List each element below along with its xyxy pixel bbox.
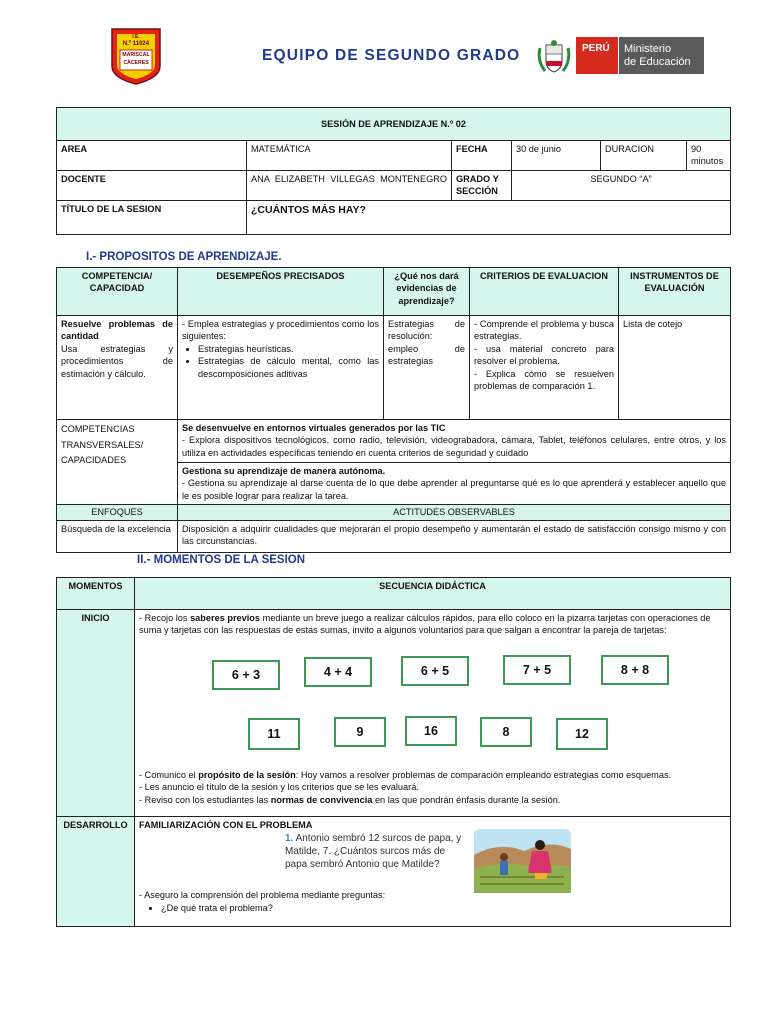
col-desempenos: DESEMPEÑOS PRECISADOS — [178, 268, 384, 316]
school-logo — [108, 26, 164, 86]
criterios-cell — [470, 316, 619, 420]
logo-top-text: I.E. — [132, 34, 140, 40]
problem-number: 1. — [285, 833, 294, 844]
peru-label: PERÚ — [582, 43, 610, 54]
tic-text: - Explora dispositivos tecnológicos, como radio, televisión, videograbadora, cámara, Tablet, teléfonos celulares, entre otros, y los utiliza en actividades específicas teniendo en cuenta criterios de seguridad y cuidado — [182, 435, 726, 458]
criterio-item: - Explica cómo se resuelven problemas de comparación 1. — [474, 368, 614, 392]
actitud-value: Disposición a adquirir cualidades que mejorarán el propio desempeño y aumentarán el estado de satisfacción consigo mismo y con las circunstancias. — [178, 520, 731, 552]
col-evidencias: ¿Qué nos dará evidencias de aprendizaje? — [384, 268, 470, 316]
grado-value: SEGUNDO “A” — [512, 170, 731, 200]
page-title: EQUIPO DE SEGUNDO GRADO — [262, 47, 521, 64]
answer-card[interactable]: 8 — [480, 717, 532, 747]
fecha-value: 30 de junio — [512, 141, 601, 171]
logo-number: N.º 11024 — [122, 41, 150, 47]
col-competencia: COMPETENCIA/ CAPACIDAD — [57, 268, 178, 316]
tic-title: Se desenvuelve en entornos virtuales generados por las TIC — [182, 423, 446, 433]
peru-badge — [576, 37, 618, 74]
desempeno-intro: - Emplea estrategias y procedimientos como los siguientes: — [182, 319, 379, 342]
fecha-label: FECHA — [452, 141, 512, 171]
instrumento-cell: Lista de cotejo — [619, 316, 731, 420]
desempeno-item: • Estrategias heurísticas. — [198, 343, 379, 355]
duracion-value: 90 minutos — [687, 141, 731, 171]
propositos-table — [56, 267, 731, 553]
sum-card[interactable]: 8 + 8 — [601, 655, 669, 685]
autonomo-text: - Gestiona su aprendizaje al darse cuenta de lo que debe aprender al preguntarse qué es lo que aprenderá y establecer aquello que le es posible lograr para realizar la tarea. — [182, 478, 726, 501]
sum-card[interactable]: 7 + 5 — [503, 655, 571, 685]
docente-value: ANA ELIZABETH VILLEGAS MONTENEGRO — [247, 170, 452, 200]
titulo-value: ¿CUÁNTOS MÁS HAY? — [247, 200, 731, 234]
col-instrumentos: INSTRUMENTOS DE EVALUACIÓN — [619, 268, 731, 316]
normas-paragraph: - Reviso con los estudiantes las normas de convivencia en las que pondrán énfasis durante la sesión. — [139, 794, 561, 805]
fam-title: FAMILIARIZACIÓN CON EL PROBLEMA — [139, 820, 313, 830]
desempeno-item: • Estrategias de cálculo mental, como las descomposiciones aditivas — [198, 355, 379, 380]
duracion-label: DURACION — [601, 141, 687, 171]
col-secuencia: SECUENCIA DIDÁCTICA — [135, 578, 731, 610]
desarrollo-label: DESARROLLO — [57, 817, 135, 927]
area-label: AREA — [57, 141, 247, 171]
anuncio-paragraph: - Les anuncio el título de la sesión y los criterios que se les evaluará. — [139, 782, 419, 793]
criterio-item: - usa material concreto para resolver el problema. — [474, 343, 614, 367]
autonomo-cell — [178, 463, 731, 505]
momentos-table — [56, 577, 731, 927]
comprension-paragraph: - Aseguro la comprensión del problema mediante preguntas: — [139, 890, 386, 901]
evidencia-cell: Estrategias de resolución: empleo de estrategias — [384, 316, 470, 420]
competencia-cell — [57, 316, 178, 420]
farm-illustration — [474, 829, 571, 893]
logo-name: MARISCAL CÁCERES — [122, 52, 150, 66]
proposito-paragraph: - Comunico el propósito de la sesión: Hoy vamos a resolver problemas de comparación empleando estrategias como esquemas. — [139, 769, 672, 780]
ministry-badge — [619, 37, 704, 74]
inicio-cell — [135, 610, 731, 817]
titulo-label: TÍTULO DE LA SESION — [57, 200, 247, 234]
enfoque-value: Búsqueda de la excelencia — [57, 520, 178, 552]
ministry-line1: Ministerio — [624, 43, 672, 55]
answer-card[interactable]: 9 — [334, 717, 386, 747]
grado-label: GRADO Y SECCIÓN — [452, 170, 512, 200]
competencia-title: Resuelve problemas de cantidad — [61, 319, 173, 342]
problem-text: Antonio sembró 12 surcos de papa, y Matilde, 7. ¿Cuántos surcos más de papa sembró Antonio que Matilde? — [285, 833, 462, 870]
momentos-heading: II.- MOMENTOS DE LA SESION — [137, 554, 306, 566]
inicio-label: INICIO — [57, 610, 135, 817]
sum-card[interactable]: 4 + 4 — [304, 657, 372, 687]
inicio-paragraph: - Recojo los saberes previos mediante un breve juego a realizar cálculos rápidos, para ello coloco en la pizarra tarjetas con operaciones de suma y tarjetas con las respuestas de estas sumas, invito a algunos voluntarios para que salgan a encontrar la pareja de tarjetas: — [139, 613, 711, 636]
peru-coat-of-arms-icon — [537, 39, 571, 75]
col-momentos: MOMENTOS — [57, 578, 135, 610]
enfoques-label: ENFOQUES — [57, 505, 178, 520]
competencia-text: Usa estrategias y procedimientos de estimación y cálculo. — [61, 343, 173, 379]
desempenos-cell — [178, 316, 384, 420]
actitudes-label: ACTITUDES OBSERVABLES — [178, 505, 731, 520]
ministry-line2: de Educación — [624, 55, 691, 68]
tic-cell — [178, 420, 731, 463]
sum-card[interactable]: 6 + 5 — [401, 656, 469, 686]
transversal-label: COMPETENCIAS TRANSVERSALES/ CAPACIDADES — [57, 420, 178, 505]
session-info-table — [56, 107, 731, 235]
session-title: SESIÓN DE APRENDIZAJE N.º 02 — [57, 108, 731, 141]
area-value: MATEMÁTICA — [247, 141, 452, 171]
docente-label: DOCENTE — [57, 170, 247, 200]
pregunta-item: • ¿De qué trata el problema? — [161, 902, 726, 914]
col-criterios: CRITERIOS DE EVALUACION — [470, 268, 619, 316]
propositos-heading: I.- PROPOSITOS DE APRENDIZAJE. — [86, 251, 282, 263]
answer-card[interactable]: 11 — [248, 718, 300, 750]
problem-block — [285, 832, 470, 871]
sum-card[interactable]: 6 + 3 — [212, 660, 280, 690]
answer-card[interactable]: 12 — [556, 718, 608, 750]
answer-card[interactable]: 16 — [405, 716, 457, 746]
criterio-item: - Comprende el problema y busca estrategias. — [474, 319, 614, 342]
autonomo-title: Gestiona su aprendizaje de manera autónoma. — [182, 466, 386, 476]
